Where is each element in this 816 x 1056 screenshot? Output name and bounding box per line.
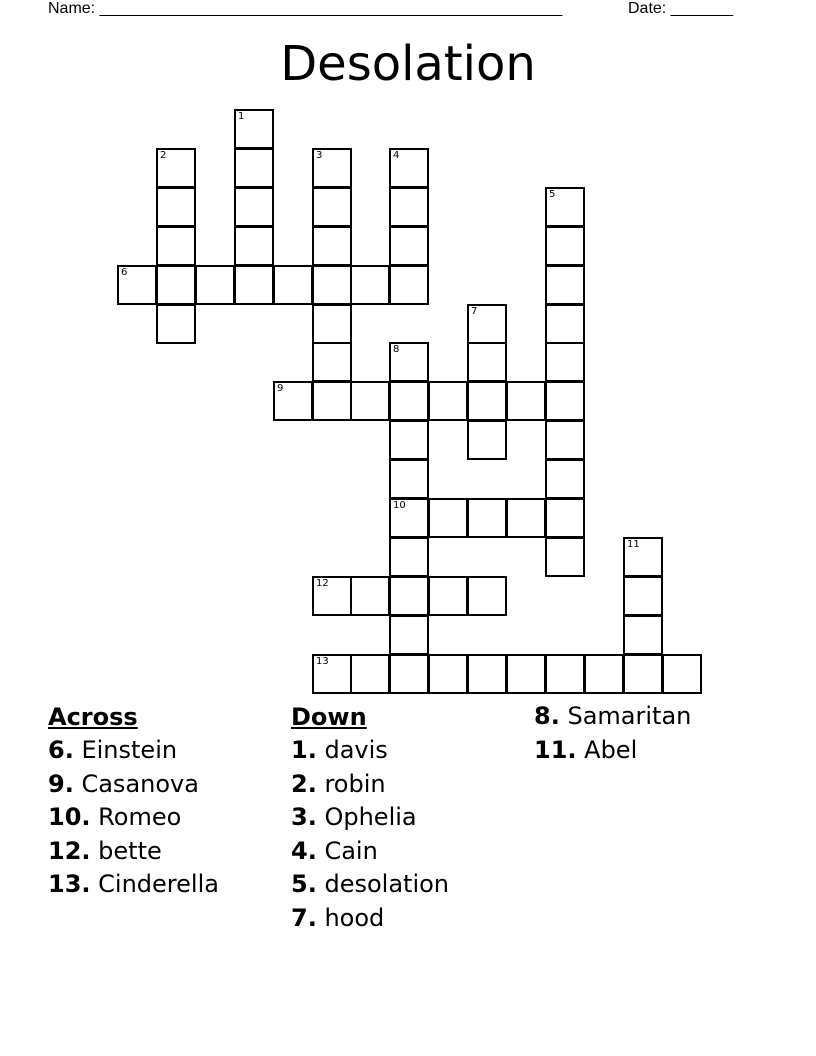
grid-cell[interactable] — [389, 498, 429, 538]
grid-cell[interactable] — [467, 381, 507, 421]
grid-cell[interactable] — [312, 148, 352, 188]
clue-number: 4. — [291, 836, 317, 865]
grid-cell[interactable] — [312, 226, 352, 266]
grid-cell[interactable] — [467, 498, 507, 538]
down-clue — [291, 734, 449, 768]
grid-cell[interactable] — [389, 226, 429, 266]
down-clue — [291, 768, 449, 802]
grid-cell[interactable] — [428, 381, 468, 421]
cell-number: 5 — [549, 189, 556, 200]
grid-cell[interactable] — [389, 615, 429, 655]
grid-cell[interactable] — [506, 498, 546, 538]
down-clue — [291, 902, 449, 936]
cell-number: 4 — [393, 150, 400, 161]
clue-number: 12. — [48, 836, 91, 865]
down-heading: Down — [291, 703, 367, 731]
grid-cell[interactable] — [545, 654, 585, 694]
grid-cell[interactable] — [545, 304, 585, 344]
clue-number: 2. — [291, 769, 317, 798]
across-clue — [48, 768, 219, 802]
grid-cell[interactable] — [506, 381, 546, 421]
grid-cell[interactable] — [623, 615, 663, 655]
puzzle-title: Desolation — [280, 36, 536, 92]
down-clue — [291, 868, 449, 902]
clue-text: Einstein — [81, 736, 178, 764]
grid-cell[interactable] — [195, 265, 235, 305]
grid-cell[interactable] — [545, 537, 585, 577]
cell-number: 8 — [393, 344, 400, 355]
clue-number: 11. — [534, 735, 577, 764]
name-field-label: Name: ____________________________________________________ — [48, 0, 563, 17]
clue-number: 13. — [48, 870, 91, 898]
grid-cell[interactable] — [623, 654, 663, 694]
across-clue — [48, 835, 219, 869]
grid-cell[interactable] — [467, 654, 507, 694]
down-clue — [534, 700, 691, 734]
clue-number: 8. — [534, 702, 560, 730]
cell-number: 11 — [627, 539, 640, 550]
grid-cell[interactable] — [156, 304, 196, 344]
clue-number: 5. — [291, 870, 317, 898]
grid-cell[interactable] — [467, 342, 507, 382]
grid-cell[interactable] — [350, 576, 390, 616]
grid-cell[interactable] — [234, 187, 274, 227]
grid-cell[interactable] — [389, 381, 429, 421]
clue-text: Casanova — [81, 769, 199, 798]
grid-cell[interactable] — [506, 654, 546, 694]
clue-text: Romeo — [98, 803, 182, 831]
down-clue — [291, 801, 449, 835]
grid-cell[interactable] — [273, 381, 313, 421]
down-clue — [534, 734, 691, 768]
grid-cell[interactable] — [545, 459, 585, 499]
clue-text: desolation — [324, 870, 450, 898]
clue-number: 6. — [48, 736, 74, 764]
grid-cell[interactable] — [273, 265, 313, 305]
grid-cell[interactable] — [156, 265, 196, 305]
grid-cell[interactable] — [467, 576, 507, 616]
grid-cell[interactable] — [389, 342, 429, 382]
across-heading: Across — [48, 703, 138, 731]
grid-cell[interactable] — [234, 148, 274, 188]
grid-cell[interactable] — [545, 420, 585, 460]
grid-cell[interactable] — [312, 304, 352, 344]
down-clues-continued — [534, 700, 691, 767]
grid-cell[interactable] — [389, 420, 429, 460]
grid-cell[interactable] — [545, 342, 585, 382]
grid-cell[interactable] — [389, 576, 429, 616]
grid-cell[interactable] — [389, 459, 429, 499]
across-clue — [48, 868, 219, 902]
cell-number: 2 — [160, 150, 167, 161]
grid-cell[interactable] — [389, 265, 429, 305]
across-clue — [48, 801, 219, 835]
clue-text: Cinderella — [98, 870, 219, 898]
grid-cell[interactable] — [545, 187, 585, 227]
cell-number: 9 — [277, 383, 284, 394]
grid-cell[interactable] — [545, 381, 585, 421]
clue-text: Ophelia — [324, 803, 417, 831]
grid-cell[interactable] — [584, 654, 624, 694]
grid-cell[interactable] — [623, 576, 663, 616]
date-field-label: Date: _______ — [628, 0, 733, 17]
grid-cell[interactable] — [350, 654, 390, 694]
clue-text: davis — [324, 736, 388, 764]
cell-number: 7 — [471, 306, 478, 317]
grid-cell[interactable] — [350, 381, 390, 421]
grid-cell[interactable] — [467, 420, 507, 460]
cell-number: 13 — [316, 656, 329, 667]
cell-number: 3 — [316, 150, 323, 161]
across-clue — [48, 734, 219, 768]
cell-number: 12 — [316, 578, 329, 589]
grid-cell[interactable] — [156, 226, 196, 266]
clue-number: 10. — [48, 803, 91, 831]
grid-cell[interactable] — [545, 498, 585, 538]
grid-cell[interactable] — [389, 654, 429, 694]
grid-cell[interactable] — [467, 304, 507, 344]
grid-cell[interactable] — [312, 654, 352, 694]
grid-cell[interactable] — [312, 187, 352, 227]
grid-cell[interactable] — [428, 576, 468, 616]
cell-number: 6 — [121, 267, 128, 278]
grid-cell[interactable] — [389, 537, 429, 577]
grid-cell[interactable] — [545, 265, 585, 305]
clue-number: 7. — [291, 903, 317, 932]
clue-text: robin — [324, 769, 386, 798]
grid-cell[interactable] — [312, 265, 352, 305]
grid-cell[interactable] — [156, 187, 196, 227]
grid-cell[interactable] — [312, 381, 352, 421]
clue-text: hood — [324, 903, 385, 932]
grid-cell[interactable] — [234, 226, 274, 266]
grid-cell[interactable] — [389, 187, 429, 227]
down-clues — [291, 700, 449, 935]
cell-number: 10 — [393, 500, 406, 511]
clue-text: Cain — [324, 836, 378, 865]
grid-cell[interactable] — [234, 265, 274, 305]
grid-cell[interactable] — [156, 148, 196, 188]
grid-cell[interactable] — [234, 109, 274, 149]
across-clues — [48, 700, 219, 902]
grid-cell[interactable] — [312, 576, 352, 616]
grid-cell[interactable] — [623, 537, 663, 577]
grid-cell[interactable] — [117, 265, 157, 305]
clue-text: Samaritan — [567, 702, 692, 730]
clue-text: bette — [98, 836, 162, 865]
clue-number: 1. — [291, 736, 317, 764]
grid-cell[interactable] — [389, 148, 429, 188]
grid-cell[interactable] — [428, 498, 468, 538]
grid-cell[interactable] — [350, 265, 390, 305]
clue-number: 3. — [291, 803, 317, 831]
clue-number: 9. — [48, 769, 74, 798]
cell-number: 1 — [238, 111, 245, 122]
grid-cell[interactable] — [428, 654, 468, 694]
grid-cell[interactable] — [545, 226, 585, 266]
grid-cell[interactable] — [312, 342, 352, 382]
grid-cell[interactable] — [662, 654, 702, 694]
down-clue — [291, 835, 449, 869]
clue-text: Abel — [584, 735, 638, 764]
